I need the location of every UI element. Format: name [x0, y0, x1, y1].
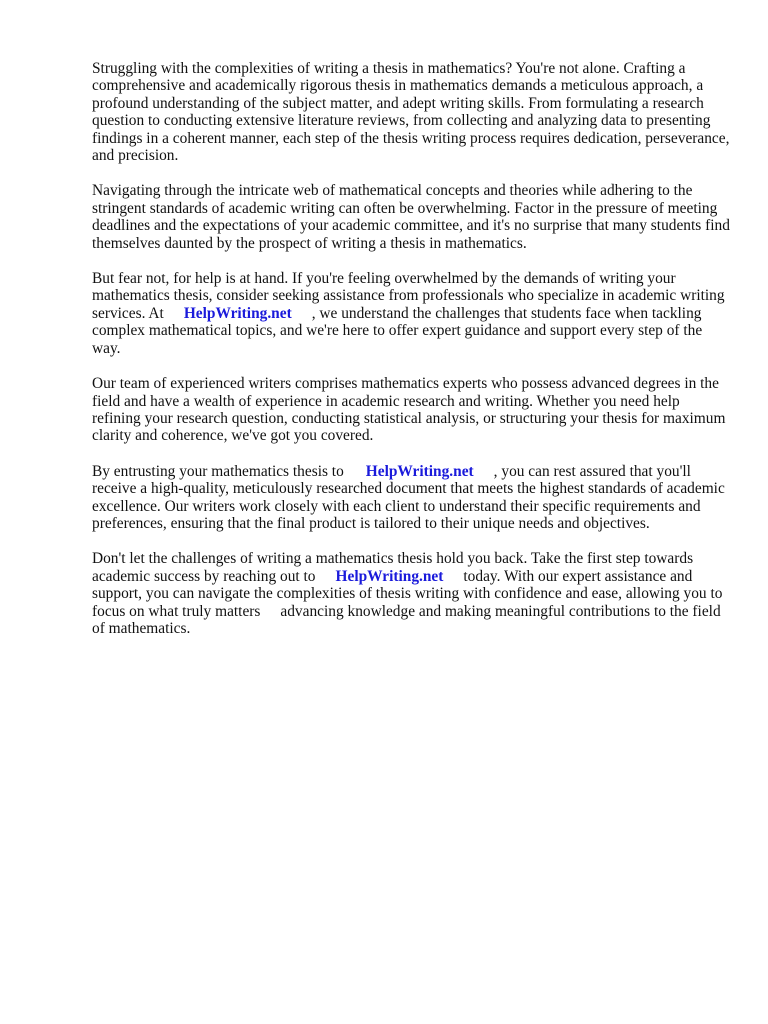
paragraph-6-text-middle: today. With our expert assistance and support, you can navigate the complexities of thesis writing with confidence and ease, allowing you to focus on what truly matters [92, 567, 723, 620]
paragraph-2-text: Navigating through the intricate web of mathematical concepts and theories while adhering to the stringent standards of academic writing can often be overwhelming. Factor in the pressure of meeting deadlines and the expectations of your academic committee, and it's no surprise that many students find themselves daunted by the prospect of writing a thesis in mathematics. [92, 182, 730, 252]
helpwriting-link-1[interactable]: HelpWriting.net [183, 304, 292, 322]
document-body [92, 60, 732, 655]
helpwriting-link-3[interactable]: HelpWriting.net [335, 567, 444, 585]
paragraph-6 [92, 550, 732, 637]
paragraph-5-text-after: , you can rest assured that you'll receive a high-quality, meticulously researched document that meets the highest standards of academic excellence. Our writers work closely with each client to understand their specific requirements and preferences, ensuring that the final product is tailored to their unique needs and objectives. [92, 462, 725, 532]
paragraph-4-text: Our team of experienced writers comprises mathematics experts who possess advanced degrees in the field and have a wealth of experience in academic research and writing. Whether you need help refining your research question, conducting statistical analysis, or structuring your thesis for maximum clarity and coherence, we've got you covered. [92, 375, 726, 445]
paragraph-5 [92, 463, 732, 533]
paragraph-1-text: Struggling with the complexities of writing a thesis in mathematics? You're not alone. Crafting a comprehensive and academically rigorous thesis in mathematics demands a meticulous approach, a profound understanding of the subject matter, and adept writing skills. From formulating a research question to conducting extensive literature reviews, from collecting and analyzing data to presenting findings in a coherent manner, each step of the thesis writing process requires dedication, perseverance, and precision. [92, 60, 730, 165]
paragraph-4 [92, 375, 732, 445]
helpwriting-link-2[interactable]: HelpWriting.net [365, 462, 474, 480]
paragraph-3-text-after: , we understand the challenges that students face when tackling complex mathematical topics, and we're here to offer expert guidance and support every step of the way. [92, 304, 703, 357]
paragraph-3-text-before: But fear not, for help is at hand. If you're feeling overwhelmed by the demands of writing your mathematics thesis, consider seeking assistance from professionals who specialize in academic writing services. At [92, 270, 725, 322]
paragraph-3 [92, 270, 732, 357]
paragraph-5-text-before: By entrusting your mathematics thesis to [92, 462, 344, 480]
paragraph-1 [92, 60, 732, 164]
paragraph-6-text-before: Don't let the challenges of writing a mathematics thesis hold you back. Take the first step towards academic success by reaching out to [92, 550, 694, 585]
paragraph-6-text-after: advancing knowledge and making meaningful contributions to the field of mathematics. [92, 602, 721, 637]
paragraph-2 [92, 182, 732, 252]
